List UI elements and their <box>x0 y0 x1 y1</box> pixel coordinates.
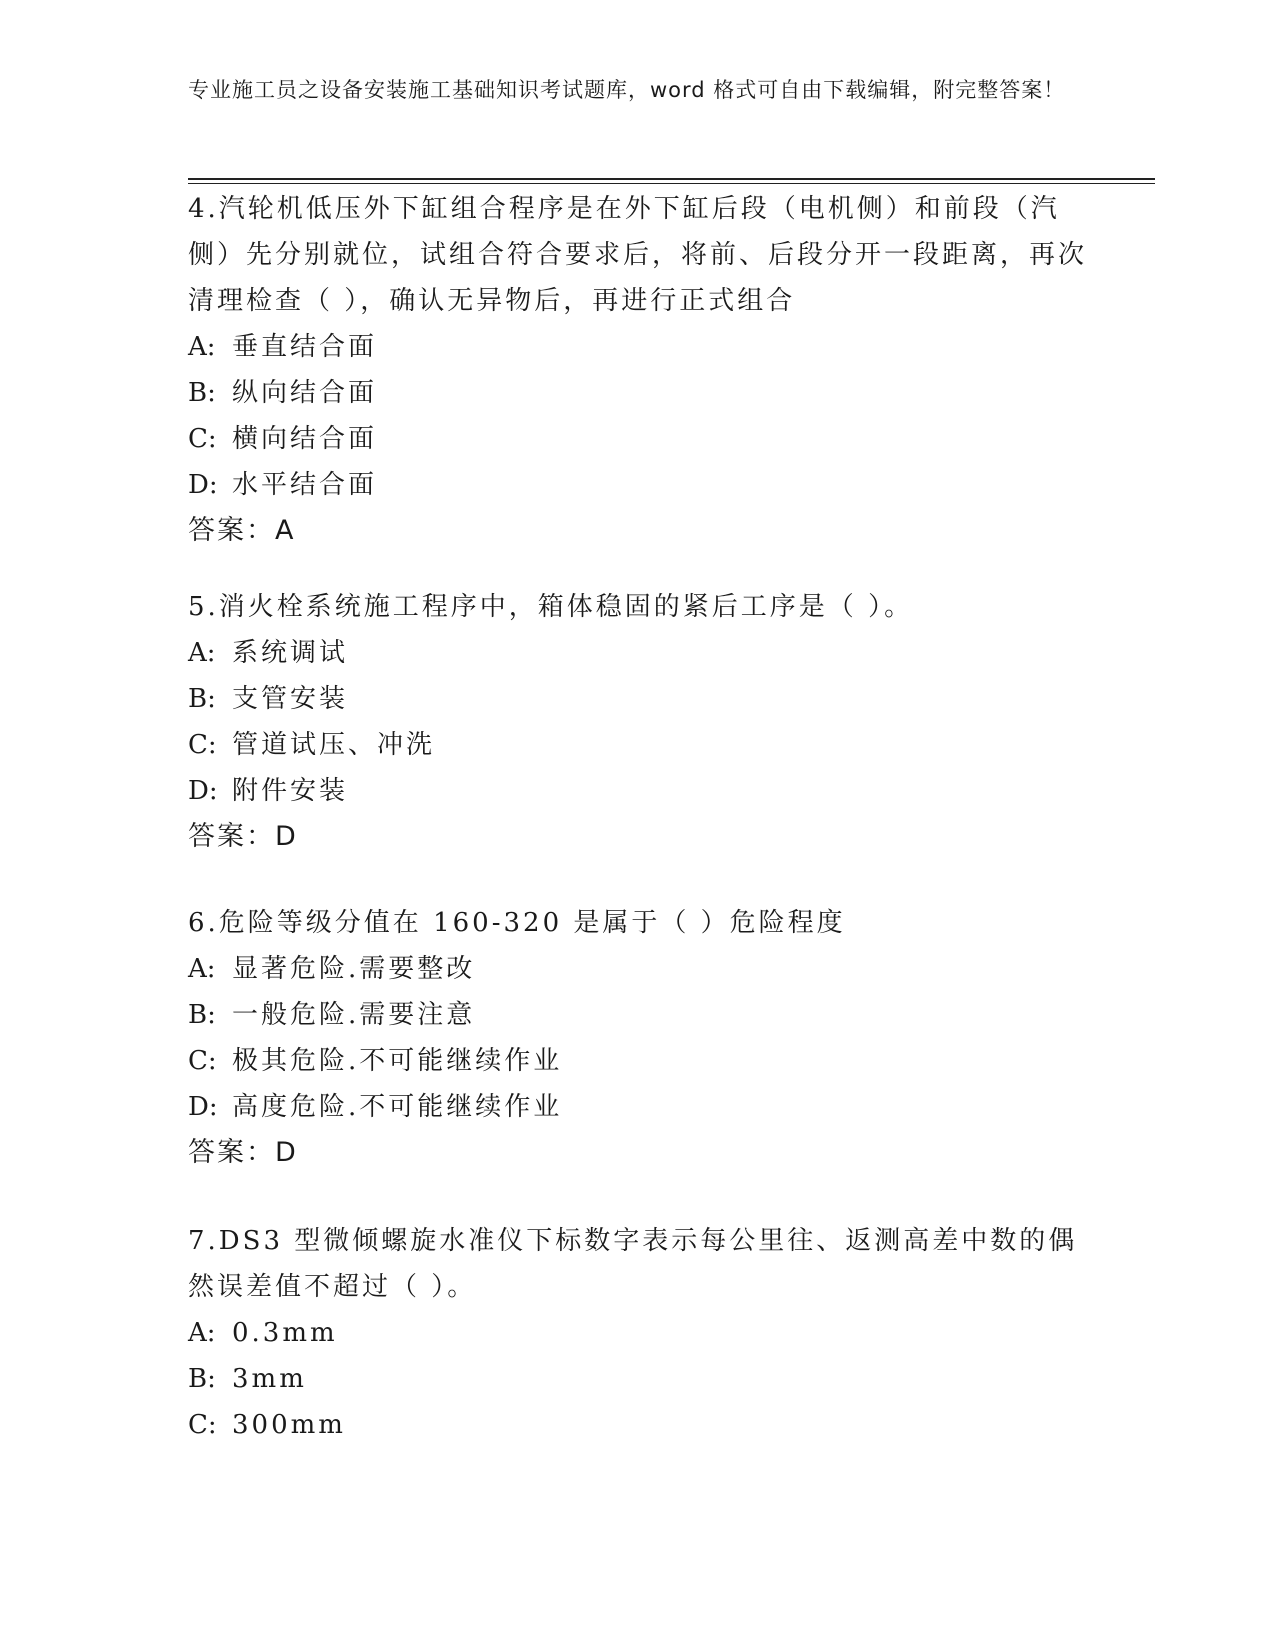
question-stem: 6.危险等级分值在 160-320 是属于（ ）危险程度 <box>188 908 846 938</box>
option-text: 高度危险.不可能继续作业 <box>232 1092 563 1122</box>
option-text: 0.3mm <box>232 1318 338 1348</box>
option-text: 垂直结合面 <box>232 332 378 362</box>
option-key: C: <box>188 1046 217 1076</box>
option-key: D: <box>188 1092 218 1122</box>
option-c <box>188 1402 1088 1448</box>
option-a <box>188 946 1088 992</box>
option-b <box>188 1356 1088 1402</box>
option-key: A: <box>188 638 216 668</box>
option-key: B: <box>188 378 216 408</box>
question-stem: 4.汽轮机低压外下缸组合程序是在外下缸后段（电机侧）和前段（汽侧）先分别就位，试组合符合要求后，将前、后段分开一段距离，再次清理检查（ ），确认无异物后，再进行正式组合 <box>188 194 1088 316</box>
option-c <box>188 416 1088 462</box>
option-key: D: <box>188 470 218 500</box>
question-7 <box>188 1218 1088 1448</box>
answer-label: 答案：D <box>188 1137 298 1168</box>
option-text: 水平结合面 <box>232 470 378 500</box>
option-key: A: <box>188 332 216 362</box>
option-d <box>188 1084 1088 1130</box>
option-b <box>188 992 1088 1038</box>
option-key: A: <box>188 1318 216 1348</box>
option-text: 管道试压、冲洗 <box>232 730 436 760</box>
option-b <box>188 676 1088 722</box>
option-text: 极其危险.不可能继续作业 <box>232 1046 563 1076</box>
option-key: C: <box>188 730 217 760</box>
option-key: B: <box>188 1364 216 1394</box>
option-key: C: <box>188 1410 217 1440</box>
option-a <box>188 630 1088 676</box>
question-5 <box>188 584 1088 860</box>
option-key: C: <box>188 424 217 454</box>
option-text: 支管安装 <box>232 684 349 714</box>
option-text: 一般危险.需要注意 <box>232 1000 476 1030</box>
question-stem: 5.消火栓系统施工程序中，箱体稳固的紧后工序是（ ）。 <box>188 592 914 622</box>
question-4 <box>188 186 1088 554</box>
option-key: A: <box>188 954 216 984</box>
option-key: B: <box>188 1000 216 1030</box>
option-text: 横向结合面 <box>232 424 378 454</box>
option-text: 显著危险.需要整改 <box>232 954 476 984</box>
option-text: 系统调试 <box>232 638 349 668</box>
option-a <box>188 1310 1088 1356</box>
option-d <box>188 768 1088 814</box>
option-text: 3mm <box>232 1364 307 1394</box>
option-b <box>188 370 1088 416</box>
option-c <box>188 1038 1088 1084</box>
option-text: 纵向结合面 <box>232 378 378 408</box>
option-c <box>188 722 1088 768</box>
header-divider-thin <box>188 183 1155 184</box>
header-divider-thick <box>188 178 1155 180</box>
option-d <box>188 462 1088 508</box>
question-stem: 7.DS3 型微倾螺旋水准仪下标数字表示每公里往、返测高差中数的偶然误差值不超过（ ）。 <box>188 1226 1078 1302</box>
option-a <box>188 324 1088 370</box>
document-header-title: 专业施工员之设备安装施工基础知识考试题库，word 格式可自由下载编辑，附完整答案！ <box>188 78 1066 102</box>
answer-label: 答案：D <box>188 821 298 852</box>
answer-label: 答案：A <box>188 515 296 546</box>
option-key: D: <box>188 776 218 806</box>
question-6 <box>188 900 1088 1176</box>
option-key: B: <box>188 684 216 714</box>
option-text: 300mm <box>232 1410 346 1440</box>
option-text: 附件安装 <box>232 776 349 806</box>
